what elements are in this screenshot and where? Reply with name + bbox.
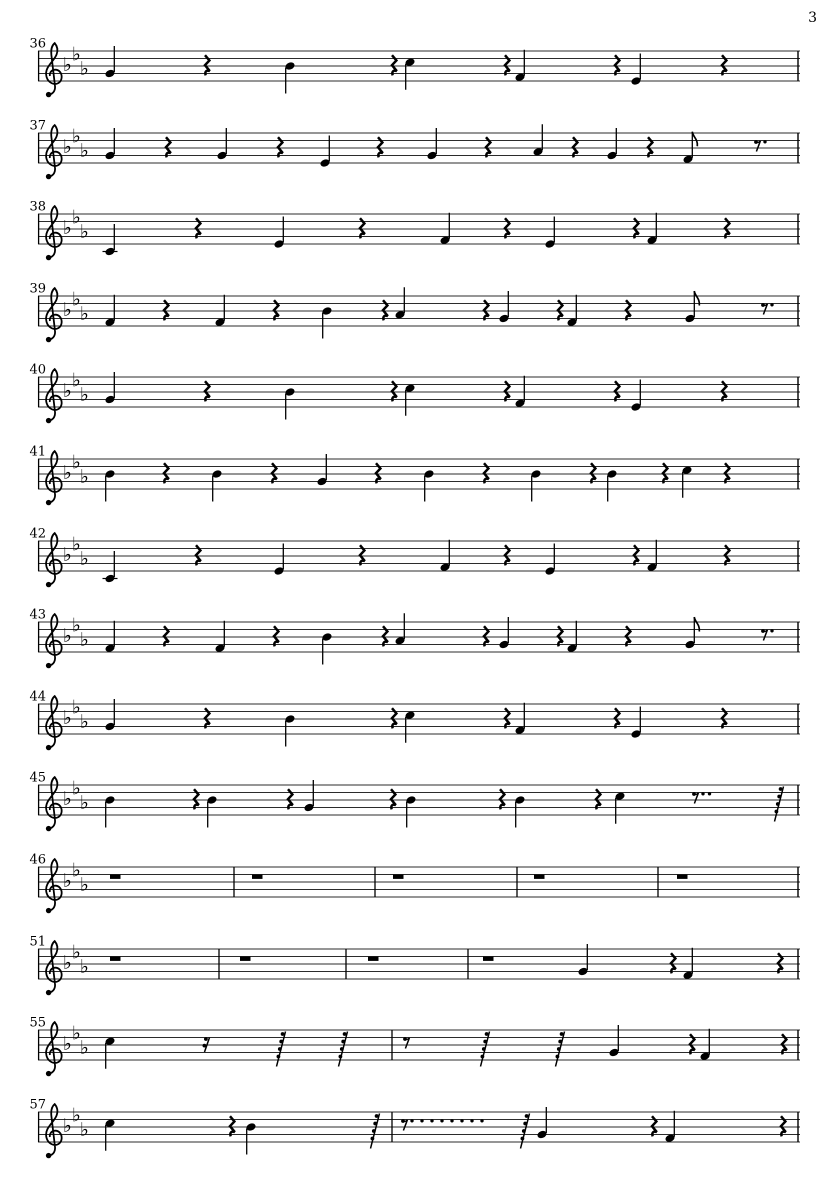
augmentation-dot xyxy=(708,792,711,795)
quarter-note-B4 xyxy=(514,795,525,827)
flat-sign-Ab: ♭ xyxy=(80,221,89,244)
flat-sign-Bb: ♭ xyxy=(63,788,72,810)
measure-number: 43 xyxy=(29,607,46,623)
rest-hook xyxy=(277,1055,281,1059)
rest-hook xyxy=(281,1032,285,1036)
system-measure-37 xyxy=(29,119,800,180)
rest-hook xyxy=(278,1047,282,1051)
whole-rest xyxy=(534,875,545,879)
flat-sign-Ab: ♭ xyxy=(80,792,89,815)
rest-hook xyxy=(776,802,780,806)
whole-rest xyxy=(240,957,251,961)
flat-sign-Ab: ♭ xyxy=(80,1119,89,1142)
flat-sign-Ab: ♭ xyxy=(80,384,89,407)
flat-sign-Eb: ♭ xyxy=(72,43,81,66)
treble-clef-ball xyxy=(46,826,51,831)
rest-hook xyxy=(482,1047,486,1051)
rest-hook xyxy=(481,1055,485,1059)
treble-clef-ball xyxy=(46,1153,51,1158)
flat-sign-Ab: ♭ xyxy=(80,303,89,326)
augmentation-dot xyxy=(430,1119,433,1122)
flat-sign-Bb: ♭ xyxy=(63,217,72,239)
measure-number: 41 xyxy=(29,444,46,460)
augmentation-dot xyxy=(410,1119,413,1122)
flat-sign-Ab: ♭ xyxy=(80,1037,89,1060)
quarter-note-B4 xyxy=(284,61,295,93)
whole-rest xyxy=(110,957,121,961)
flat-sign-Eb: ♭ xyxy=(72,941,81,964)
rest-hook xyxy=(558,1040,562,1044)
whole-rest xyxy=(677,875,688,879)
flat-sign-Ab: ♭ xyxy=(80,629,89,652)
rest-hook xyxy=(557,1047,561,1051)
system-measure-38 xyxy=(29,200,800,261)
flat-sign-Eb: ♭ xyxy=(72,288,81,311)
measure-number: 44 xyxy=(29,689,46,705)
flat-sign-Bb: ♭ xyxy=(63,952,72,974)
flat-sign-Eb: ♭ xyxy=(72,696,81,719)
whole-rest xyxy=(110,875,121,879)
quarter-note-B4 xyxy=(405,795,416,827)
flat-sign-Bb: ♭ xyxy=(63,54,72,76)
flat-sign-Ab: ♭ xyxy=(80,956,89,979)
treble-clef-ball xyxy=(46,500,51,505)
system-measure-42 xyxy=(29,527,800,588)
flat-sign-Ab: ♭ xyxy=(80,466,89,489)
system-measure-43 xyxy=(29,608,800,669)
measure-number: 55 xyxy=(29,1015,46,1031)
augmentation-dot xyxy=(763,140,766,143)
system-measure-41 xyxy=(29,445,800,506)
flat-sign-Bb: ♭ xyxy=(63,1115,72,1137)
rest-hook xyxy=(203,1044,207,1048)
flat-sign-Ab: ♭ xyxy=(80,548,89,571)
augmentation-dot xyxy=(480,1119,483,1122)
flat-sign-Bb: ♭ xyxy=(63,136,72,158)
flat-sign-Bb: ♭ xyxy=(63,707,72,729)
rest-hook xyxy=(525,1114,529,1118)
measure-number: 40 xyxy=(29,362,46,378)
treble-clef-ball xyxy=(46,255,51,260)
flat-sign-Ab: ♭ xyxy=(80,140,89,163)
measure-number: 39 xyxy=(29,281,46,297)
quarter-note-B4 xyxy=(606,469,617,501)
rest-hook xyxy=(485,1032,489,1036)
rest-hook xyxy=(339,1055,343,1059)
rest-hook xyxy=(777,795,781,799)
quarter-note-B4 xyxy=(423,469,434,501)
quarter-note-B4 xyxy=(104,469,115,501)
augmentation-dot xyxy=(470,1119,473,1122)
quarter-note-B4 xyxy=(211,469,222,501)
treble-clef-ball xyxy=(46,745,51,750)
flat-sign-Eb: ♭ xyxy=(72,1022,81,1045)
measure-number: 37 xyxy=(29,118,46,134)
flat-sign-Eb: ♭ xyxy=(72,206,81,229)
flat-sign-Bb: ♭ xyxy=(63,1033,72,1055)
rest-hook xyxy=(483,1040,487,1044)
flat-sign-Eb: ♭ xyxy=(72,369,81,392)
flat-sign-Bb: ♭ xyxy=(63,299,72,321)
rest-hook xyxy=(779,787,783,791)
quarter-note-B4 xyxy=(321,632,332,664)
rest-hook xyxy=(279,1040,283,1044)
rest-hook xyxy=(375,1114,379,1118)
treble-clef-ball xyxy=(46,990,51,995)
system-measure-55 xyxy=(29,1016,800,1077)
measure-number: 57 xyxy=(29,1097,46,1113)
rest-hook xyxy=(341,1040,345,1044)
system-measure-46 xyxy=(29,853,800,914)
treble-clef-ball xyxy=(46,92,51,97)
whole-rest xyxy=(393,875,404,879)
augmentation-dot xyxy=(770,303,773,306)
rest-hook xyxy=(372,1129,376,1133)
flat-sign-Bb: ♭ xyxy=(63,380,72,402)
augmentation-dot xyxy=(420,1119,423,1122)
rest-hook xyxy=(373,1122,377,1126)
treble-clef-ball xyxy=(46,337,51,342)
system-measure-36 xyxy=(29,37,800,98)
measure-number: 51 xyxy=(29,934,46,950)
system-measure-40 xyxy=(29,363,800,424)
flat-sign-Bb: ♭ xyxy=(63,462,72,484)
treble-clef-ball xyxy=(46,582,51,587)
system-measure-39 xyxy=(29,282,800,343)
treble-clef-ball xyxy=(46,663,51,668)
rest-hook xyxy=(204,1037,208,1041)
eighth-flag xyxy=(692,132,697,147)
whole-rest xyxy=(252,875,263,879)
flat-sign-Eb: ♭ xyxy=(72,859,81,882)
augmentation-dot xyxy=(460,1119,463,1122)
flat-sign-Eb: ♭ xyxy=(72,777,81,800)
quarter-note-B4 xyxy=(206,795,217,827)
rest-hook xyxy=(523,1122,527,1126)
flat-sign-Eb: ♭ xyxy=(72,1104,81,1127)
flat-sign-Bb: ♭ xyxy=(63,870,72,892)
augmentation-dot xyxy=(701,792,704,795)
augmentation-dot xyxy=(450,1119,453,1122)
whole-rest xyxy=(368,957,379,961)
system-measure-51 xyxy=(29,935,800,996)
treble-clef-ball xyxy=(46,418,51,423)
quarter-note-B4 xyxy=(321,306,332,338)
flat-sign-Eb: ♭ xyxy=(72,533,81,556)
measure-number: 46 xyxy=(29,852,46,868)
page-number: 3 xyxy=(808,10,817,26)
measure-number: 45 xyxy=(29,770,46,786)
treble-clef-ball xyxy=(46,1071,51,1076)
augmentation-dot xyxy=(770,629,773,632)
flat-sign-Bb: ♭ xyxy=(63,544,72,566)
rest-hook xyxy=(340,1047,344,1051)
system-measure-45 xyxy=(29,771,800,832)
flat-sign-Eb: ♭ xyxy=(72,614,81,637)
treble-clef-ball xyxy=(46,174,51,179)
measure-number: 42 xyxy=(29,526,46,542)
rest-hook xyxy=(371,1137,375,1141)
treble-clef-ball xyxy=(46,908,51,913)
flat-sign-Ab: ♭ xyxy=(80,58,89,81)
system-measure-44 xyxy=(29,690,800,751)
rest-hook xyxy=(556,1055,560,1059)
measure-number: 38 xyxy=(29,199,46,215)
flat-sign-Ab: ♭ xyxy=(80,874,89,897)
quarter-note-B4 xyxy=(530,469,541,501)
system-measure-57 xyxy=(29,1098,800,1159)
flat-sign-Ab: ♭ xyxy=(80,711,89,734)
augmentation-dot xyxy=(440,1119,443,1122)
flat-sign-Eb: ♭ xyxy=(72,451,81,474)
quarter-note-B4 xyxy=(245,1122,256,1154)
measure-number: 36 xyxy=(29,36,46,52)
flat-sign-Eb: ♭ xyxy=(72,125,81,148)
flat-sign-Bb: ♭ xyxy=(63,625,72,647)
quarter-note-B4 xyxy=(104,795,115,827)
rest-hook xyxy=(521,1137,525,1141)
rest-hook xyxy=(775,810,779,814)
whole-rest xyxy=(483,957,494,961)
rest-hook xyxy=(343,1032,347,1036)
quarter-note-B4 xyxy=(284,387,295,419)
rest-hook xyxy=(522,1129,526,1133)
rest-hook xyxy=(560,1032,564,1036)
quarter-note-B4 xyxy=(284,714,295,746)
